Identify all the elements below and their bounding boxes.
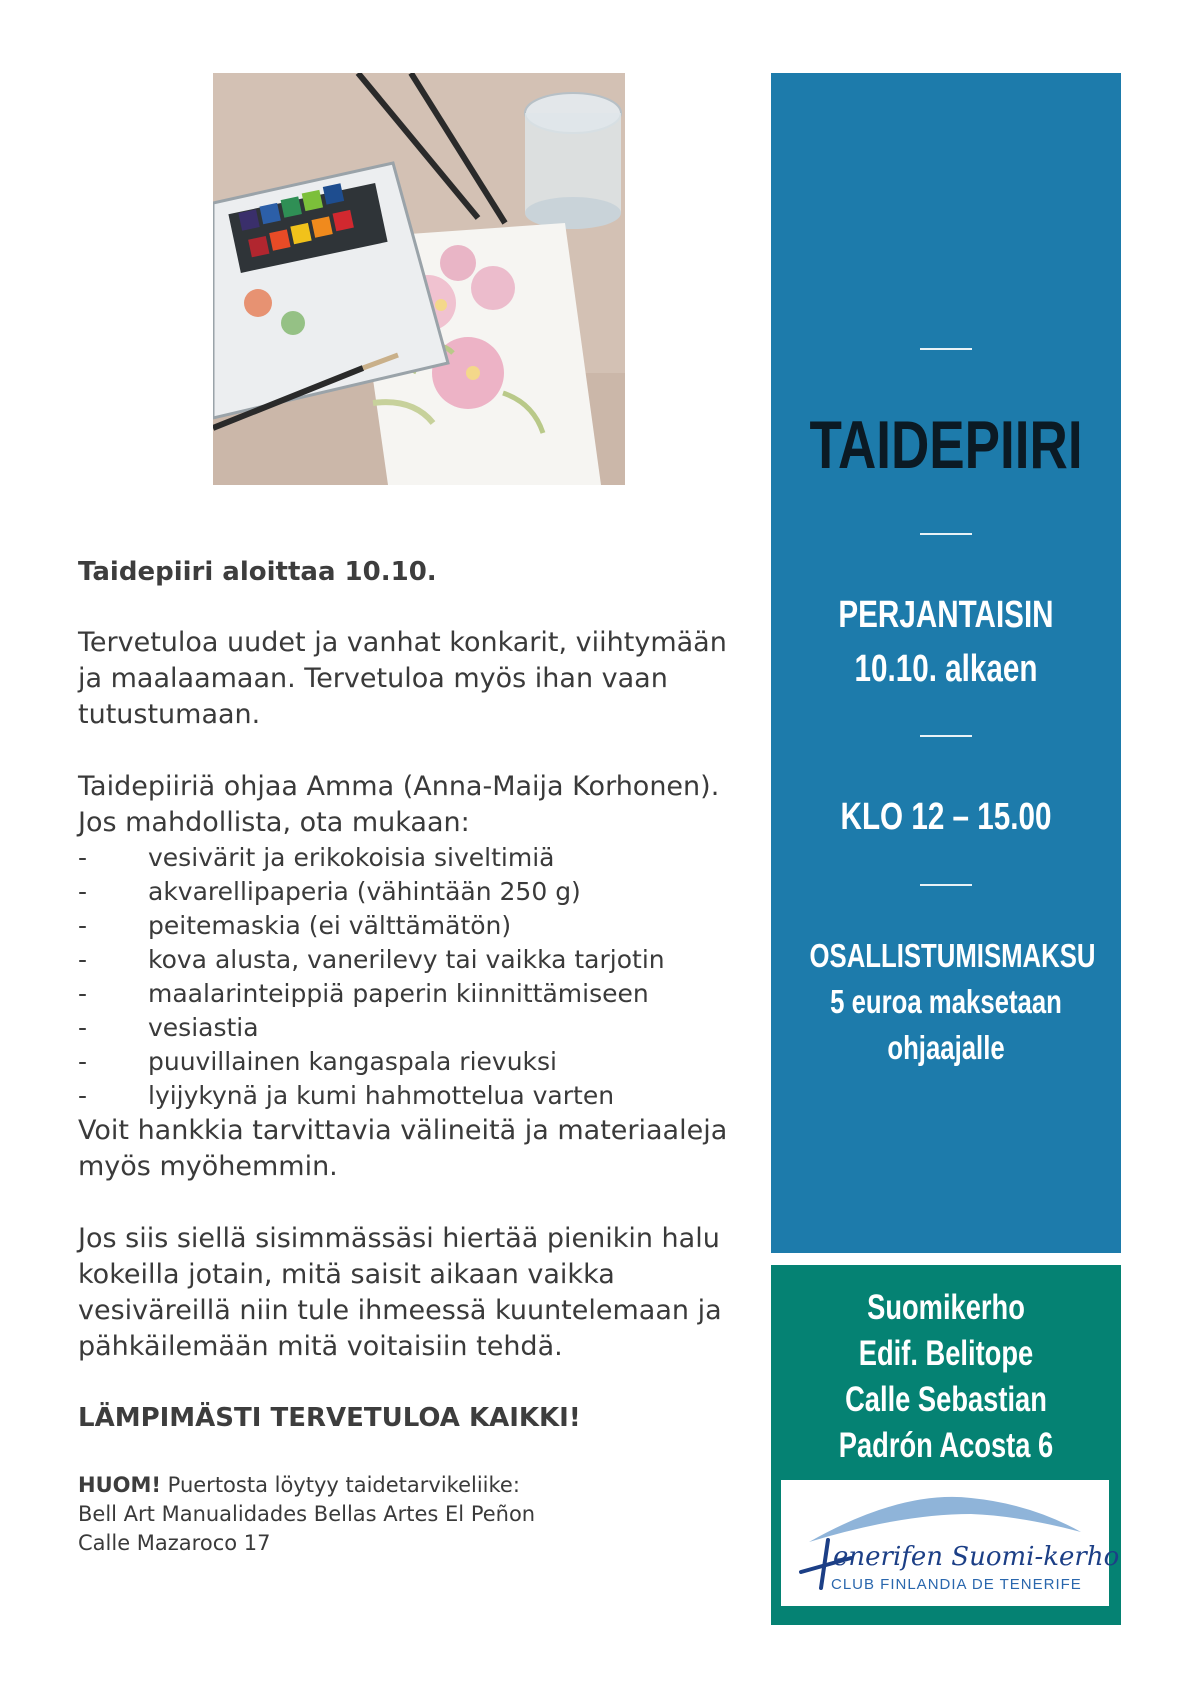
divider (920, 533, 972, 535)
welcome-line: tutustumaan. (78, 699, 261, 730)
bullet-dash: - (78, 1047, 88, 1076)
bullet-dash: - (78, 1081, 88, 1110)
event-title: TAIDEPIIRI (809, 407, 1083, 483)
schedule-start: 10.10. alkaen (854, 648, 1038, 690)
supply-item (78, 943, 758, 977)
watercolor-photo (213, 73, 625, 485)
logo-name: enerifen Suomi-kerho (833, 1542, 1120, 1572)
intro-heading: Taidepiiri aloittaa 10.10. (78, 557, 437, 587)
location-panel (771, 1265, 1121, 1625)
supply-text: vesivärit ja erikokoisia siveltimiä (148, 843, 555, 872)
location-street-number: Padrón Acosta 6 (838, 1426, 1054, 1465)
supply-text: peitemaskia (ei välttämätön) (148, 911, 512, 940)
fee-label: OSALLISTUMISMAKSU (809, 937, 1096, 974)
supply-text: maalarinteippiä paperin kiinnittämiseen (148, 979, 649, 1008)
supply-item (78, 909, 758, 943)
bullet-dash: - (78, 843, 88, 872)
note-line: Puertosta löytyy taidetarvikeliike: (167, 1473, 520, 1497)
supply-item (78, 875, 758, 909)
bullet-dash: - (78, 1013, 88, 1042)
bullet-dash: - (78, 945, 88, 974)
bullet-dash: - (78, 911, 88, 940)
encouragement-line: vesiväreillä niin tule ihmeessä kuuntelemaan ja (78, 1295, 722, 1326)
instructor-line: Jos mahdollista, ota mukaan: (78, 807, 470, 838)
supplies-list (78, 841, 758, 1113)
bullet-dash: - (78, 979, 88, 1008)
supply-item (78, 977, 758, 1011)
welcome-line: ja maalaamaan. Tervetuloa myös ihan vaan (78, 663, 668, 694)
supply-item (78, 1079, 758, 1113)
supplies-footer-line: myös myöhemmin. (78, 1151, 338, 1182)
location-building: Edif. Belitope (858, 1334, 1034, 1373)
supply-item (78, 1011, 758, 1045)
supplies-footer-line: Voit hankkia tarvittavia välineitä ja materiaaleja (78, 1115, 728, 1146)
supply-text: kova alusta, vanerilevy tai vaikka tarjotin (148, 945, 665, 974)
supply-item (78, 1045, 758, 1079)
logo-subtitle: CLUB FINLANDIA DE TENERIFE (831, 1576, 1082, 1593)
location-street: Calle Sebastian (845, 1380, 1047, 1419)
supply-item (78, 841, 758, 875)
divider (920, 348, 972, 350)
schedule-day: PERJANTAISIN (838, 594, 1054, 636)
location-name: Suomikerho (867, 1288, 1025, 1327)
welcome-line: Tervetuloa uudet ja vanhat konkarit, viihtymään (78, 627, 727, 658)
supply-text: akvarellipaperia (vähintään 250 g) (148, 877, 581, 906)
encouragement-line: Jos siis siellä sisimmässäsi hiertää pienikin halu (78, 1223, 720, 1254)
supply-text: vesiastia (148, 1013, 259, 1042)
note-line: Calle Mazaroco 17 (78, 1531, 271, 1555)
club-logo (781, 1480, 1120, 1606)
encouragement-paragraph (78, 1221, 758, 1365)
divider (920, 884, 972, 886)
divider (920, 735, 972, 737)
event-time: KLO 12 – 15.00 (840, 796, 1052, 838)
bullet-dash: - (78, 877, 88, 906)
flyer-body (78, 555, 758, 1558)
note-line: Bell Art Manualidades Bellas Artes El Peñon (78, 1502, 536, 1526)
supply-text: lyijykynä ja kumi hahmottelua varten (148, 1081, 615, 1110)
welcome-paragraph (78, 625, 758, 733)
note-label: HUOM! (78, 1473, 161, 1497)
supply-text: puuvillainen kangaspala rievuksi (148, 1047, 557, 1076)
event-info-panel (771, 73, 1121, 1253)
instructor-paragraph (78, 769, 758, 841)
instructor-line: Taidepiiriä ohjaa Amma (Anna-Maija Korhonen). (78, 771, 720, 802)
fee-amount: 5 euroa maksetaan (830, 983, 1062, 1020)
fee-recipient: ohjaajalle (887, 1029, 1005, 1066)
encouragement-line: pähkäilemään mitä voitaisiin tehdä. (78, 1331, 563, 1362)
shop-note (78, 1471, 758, 1558)
closing-message: LÄMPIMÄSTI TERVETULOA KAIKKI! (78, 1403, 581, 1433)
supplies-footer (78, 1113, 758, 1185)
encouragement-line: kokeilla jotain, mitä saisit aikaan vaikka (78, 1259, 615, 1290)
